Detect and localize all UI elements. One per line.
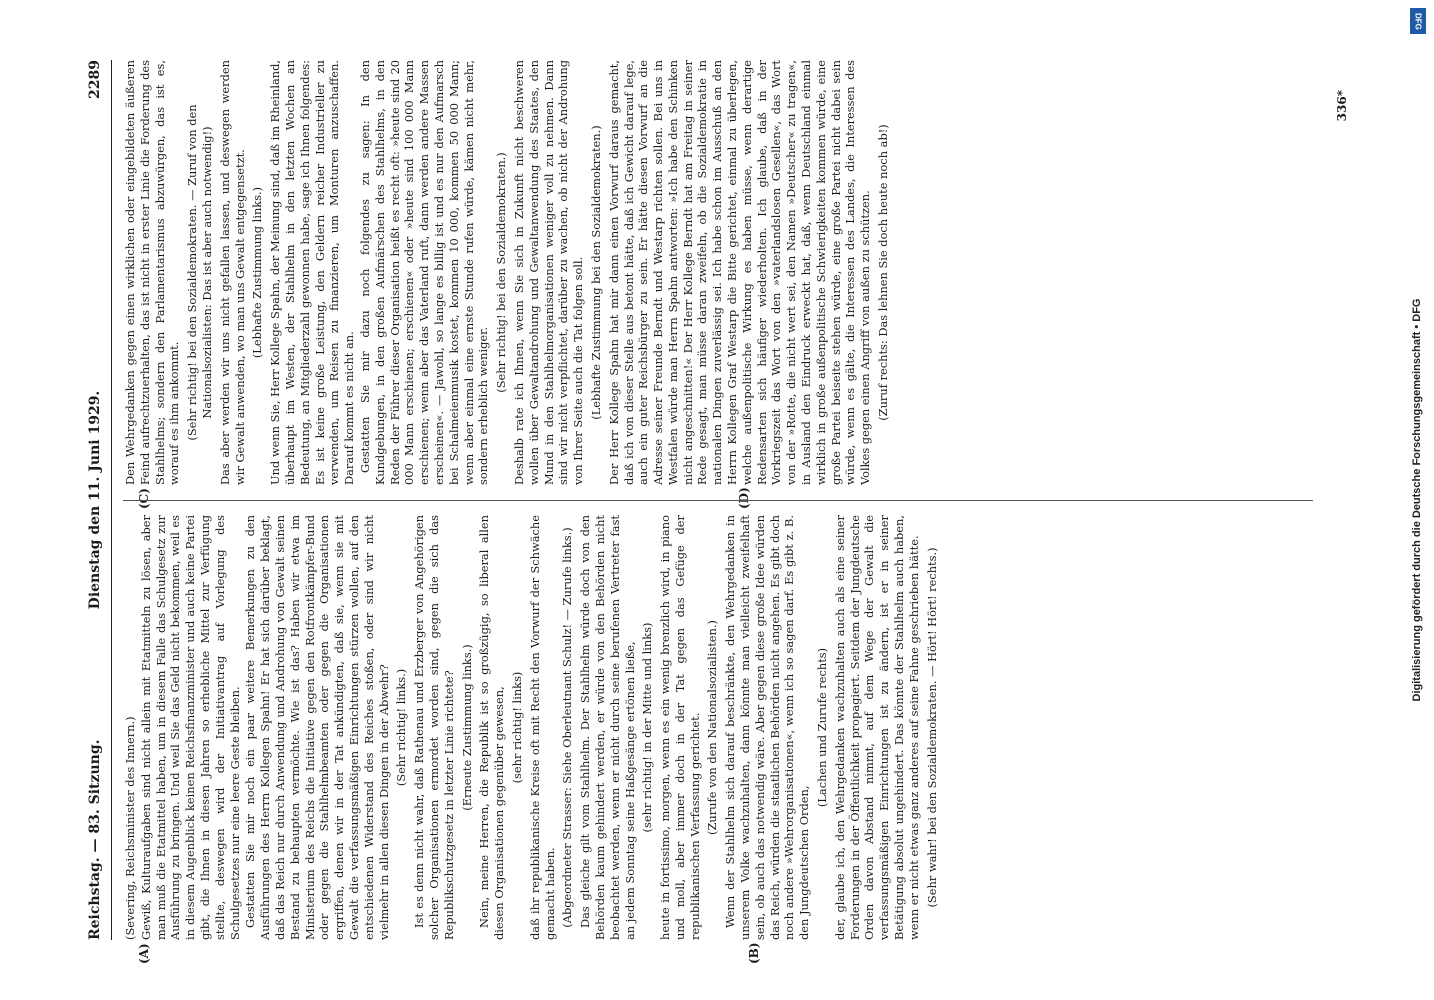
document-page bbox=[67, 30, 1367, 970]
right-column-paragraph: Das aber werden wir uns nicht gefallen lassen, und deswegen werden wir Gewalt anwenden, wo man uns Gewalt entgegensetzt. bbox=[217, 60, 247, 485]
header-rule bbox=[111, 60, 112, 940]
left-text-column bbox=[123, 515, 1313, 940]
dfg-logo: DFG bbox=[1410, 8, 1426, 34]
right-column-paragraph: Und wenn Sie, Herr Kollege Spahn, der Meinung sind, daß im Rheinland, überhaupt im Westen, der Stahlhelm in den letzten Wochen an Bedeutung, an Mitgliederzahl gewonnen habe, sage ich Ihnen folgendes: Es ist keine große Leistung, den Geldern reicher Industrieller zu verwenden, um Reisen zu finanzieren, um Monturen anzuschaffen. Darauf kommt es nicht an. bbox=[268, 60, 357, 485]
left-column-paragraph: heute in fortissimo, morgen, wenn es ein wenig brenzlich wird, in piano und moll, aber immer doch in der Tat gegen das Gefüge der republikanischen Verfassung gerichtet. bbox=[658, 515, 702, 940]
right-text-column bbox=[123, 60, 1313, 485]
page-number: 2289 bbox=[87, 60, 103, 99]
left-column-paragraph: Ist es denn nicht wahr, daß Rathenau und Erzberger von Angehörigen solcher Organisationen ermordet worden sind, gegen die sich das Republikschutzgesetz in letzter Linie richtete? bbox=[412, 515, 456, 940]
left-column-paragraph: Das gleiche gilt vom Stahlhelm. Der Stahlhelm würde doch von den Behörden kaum gehindert werden, er würde von den Behörden nicht beobachtet werden, wenn er nicht durch seine berufenen Vertreter fast an jedem Sonntag seine Haßgesänge ertönen ließe, bbox=[578, 515, 637, 940]
right-column-paragraph: (Lebhafte Zustimmung bei den Sozialdemokraten.) bbox=[588, 125, 603, 420]
right-column-paragraph: Gestatten Sie mir dazu noch folgendes zu sagen: In den Kundgebungen, in den großen Aufmärschen des Stahlhelms, in den Reden der Führer dieser Organisation heißt es recht oft: »heute sind 20 000 Mann erschienen; erschienen« oder »heute sind 100 000 Mann erschienen; wenn aber das Vaterland ruft, dann werden andere Massen erscheinen«. — Jawohl, so lange es billig ist und es nur den Aufmarsch bei Schalmeienmusik kostet, kommen 10 000, kommen 50 000 Mann; wenn aber einmal eine ernste Stunde rufen würde, kämen nicht mehr, sondern erheblich weniger. bbox=[357, 60, 491, 485]
margin-marker-b: (B) bbox=[747, 942, 761, 964]
left-column-paragraph: (Sehr wahr! bei den Sozialdemokraten. — Hört! Hört! rechts.) bbox=[924, 547, 939, 908]
left-column-paragraph: daß ihr republikanische Kreise oft mit Recht den Vorwurf der Schwäche gemacht haben. bbox=[527, 515, 557, 940]
right-column-paragraph: (Lebhafte Zustimmung links.) bbox=[250, 186, 265, 359]
right-column-paragraph: Deshalb rate ich Ihnen, wenn Sie sich in Zukunft nicht beschweren wollen über Gewaltandrohung und Gewaltanwendung des Staates, den Mund in den Stahlhelmorganisationen weniger voll zu nehmen. Dann sind wir nicht verpflichtet, darüber zu wachen, ob nicht der Androhung von Ihrer Seite auch die Tat folgen soll. bbox=[511, 60, 586, 485]
left-column-paragraph: (Zurufe von den Nationalsozialisten.) bbox=[705, 620, 720, 835]
header-session: Reichstag. — 83. Sitzung. bbox=[87, 739, 103, 940]
margin-marker-d: (D) bbox=[737, 487, 751, 509]
running-head bbox=[87, 60, 109, 940]
left-column-paragraph: (Severing, Reichsminister des Innern.) bbox=[123, 716, 137, 940]
margin-marker-a: (A) bbox=[137, 943, 151, 964]
left-column-paragraph: (Erneute Zustimmung links.) bbox=[459, 644, 474, 811]
left-column-paragraph: (sehr richtig! in der Mitte und links) bbox=[640, 622, 655, 833]
margin-marker-c: (C) bbox=[137, 488, 151, 509]
digitization-text: Digitalisierung gefördert durch die Deutsche Forschungsgemeinschaft • DFG bbox=[1411, 298, 1423, 702]
signature-mark: 336* bbox=[1335, 90, 1349, 122]
right-column-paragraph: (Sehr richtig! bei den Sozialdemokraten. — Zuruf von den Nationalsozialisten: Das ist aber auch notwendig!) bbox=[185, 104, 214, 441]
left-column-paragraph: (Abgeordneter Strasser: Siehe Oberleutnant Schulz! — Zurufe links.) bbox=[560, 527, 575, 928]
left-column-paragraph: der, glaube ich, den Wehrgedanken wachzuhalten auch als eine seiner Forderungen in der Öffentlichkeit propagiert. Seitdem der Jungdeutsche Orden davon Abstand nimmt, auf dem Wege der Gewalt die verfassungsmäßigen Einrichtungen ist zu ändern, ist er in seiner Betätigung absolut ungehindert. Das könnte der Stahlhelm auch haben, wenn er nicht etwas ganz anderes auf seine Fahne geschrieben hätte. bbox=[832, 515, 921, 940]
header-date: Dienstag den 11. Juni 1929. bbox=[87, 390, 103, 610]
column-divider bbox=[123, 500, 1313, 501]
left-column-paragraph: (Lachen und Zurufe rechts) bbox=[815, 647, 830, 808]
left-column-paragraph: Wenn der Stahlhelm sich darauf beschränkte, den Wehrgedanken in unserem Volke wachzuhalten, dann könnte man vielleicht zweifelhaft sein, ob auch das notwendig wäre. Aber gegen diese große Idee würden das Reich, würden die staatlichen Behörden nicht angehen. Es gibt doch noch andere »Wehrorganisationen«, wenn ich so sagen darf. Es gibt z. B. den Jungdeutschen Orden, bbox=[723, 515, 812, 940]
left-column-paragraph: (sehr richtig! links) bbox=[509, 671, 524, 784]
right-column-paragraph: (Zuruf rechts: Das lehnen Sie doch heute noch ab!) bbox=[876, 124, 891, 421]
digitization-note bbox=[1402, 0, 1432, 1000]
left-column-paragraph: Gewiß, Kulturaufgaben sind nicht allein mit Etatmitteln zu lösen, aber man muß die Etatmittel haben, um in diesem Falle das Schulgesetz zur Ausführung zu bringen. Und weil Sie das Geld nicht bekommen, weil es in diesem Augenblick keinen Reichsfinanzminister und auch keine Partei gibt, die Ihnen in diesen Jahren so erhebliche Mittel zur Verfügung stellte, deswegen wird der Initiativantrag auf Vorlegung des Schulgesetzes nur eine leere Geste bleiben. bbox=[138, 515, 242, 940]
right-column-paragraph: (Sehr richtig! bei den Sozialdemokraten.) bbox=[494, 152, 509, 393]
right-column-paragraph: Der Herr Kollege Spahn hat mir dann einen Vorwurf daraus gemacht, daß ich von dieser Stelle aus betont hätte, daß ich Gewicht darauf lege, auch ein guter Reichsbürger zu sein. Er hätte diesen Vorwurf an die Adresse seiner Freunde Berndt und Westarp richten sollen. Bei uns in Westfalen würde man Herrn Spahn antworten: »Ich habe den Schinken nicht angeschnitten!« Der Herr Kollege Berndt hat am Freitag in seiner Rede gesagt, man müsse daran zweifeln, ob die Sozialdemokratie in nationalen Dingen zuverlässig sei. Ich habe schon im Ausschuß an den Herrn Kollegen Graf Westarp die Bitte gerichtet, einmal zu überlegen, welche außenpolitische Wirkung es haben müsse, wenn derartige Redensarten sich häufiger wiederholten. Ich glaube, daß in der Vorkriegszeit das Wort von den »vaterlandslosen Gesellen«, das Wort von der »Rotte, die nicht wert sei, den Namen »Deutscher« zu tragen«, in Ausland den Eindruck erweckt hat, daß, wenn Deutschland einmal wirklich in große außenpolitische Schwierigkeiten kommen würde, eine große Partei beiseite stehen würde, eine große Partei nicht dabei sein würde, wenn es gälte, die Interessen des Landes, die Interessen des Volkes gegen einen Angriff von außen zu schützen. bbox=[606, 60, 873, 485]
right-column-paragraph: Den Wehrgedanken gegen einen wirklichen oder eingebildeten äußeren Feind aufrechtzuerhalten, das ist nicht in erster Linie die Forderung des Stahlhelms; sondern den Parlamentarismus abzuwürgen, das ist es, worauf es ihm ankommt. bbox=[123, 60, 182, 485]
left-column-paragraph: Gestatten Sie mir noch ein paar weitere Bemerkungen zu den Ausführungen des Herrn Kollegen Spahn! Er hat sich darüber beklagt, daß das Reich nur durch Anwendung und Androhung von Gewalt seinen Bestand zu behaupten vermöchte. Wie ist das? Haben wir etwa im Ministerium des Reichs die Initiative gegen den Rotfrontkämpfer-Bund oder gegen die Stahlhelmbeamten oder gegen die Organisationen ergriffen, denen wir in der Tat ankündigten, daß sie, wenn sie mit Gewalt die verfassungsmäßigen Einrichtungen stürzen wollen, auf den entschiedenen Widerstand des Reiches stoßen, oder sind wir nicht vielmehr in allen diesen Dingen in der Abwehr? bbox=[243, 515, 391, 940]
left-column-paragraph: Nein, meine Herren, die Republik ist so großzügig, so liberal allen diesen Organisationen gegenüber gewesen, bbox=[477, 515, 507, 940]
left-column-paragraph: (Sehr richtig! links.) bbox=[394, 668, 409, 787]
